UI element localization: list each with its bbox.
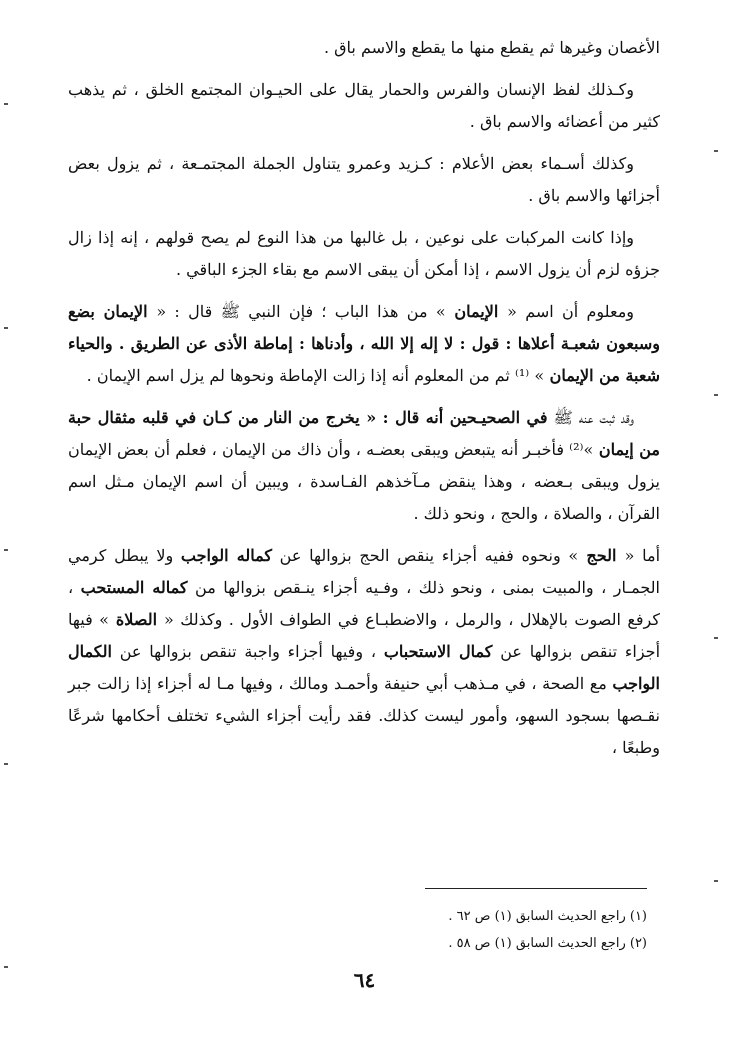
- paragraph-6-bold-1: في الصحيـحين أنه قال : «: [366, 408, 548, 427]
- footnote-1: (١) راجع الحديث السابق (١) ص ٦٢ .: [448, 909, 647, 924]
- scan-mark: [4, 549, 8, 551]
- scan-mark: [4, 763, 8, 765]
- paragraph-7-text-5: » فيها أجزاء تنقص بزوالها عن: [68, 610, 661, 661]
- paragraph-7: [68, 540, 660, 764]
- page-number: ٦٤: [353, 968, 376, 992]
- paragraph-6-text-3: فأخبـر أنه يتبعض ويبقى بعضـه ، وأن ذاك من الإيمان ، فعلم أن بعض الإيمان يزول ويبقى بـعضه ، وهذا ينقض مـآخذهم الفـاسدة ، ويبين أن اسم الإيمان مـثل اسم القرآن ، والصلاة ، والحج ، ونحو ذلك .: [68, 440, 660, 523]
- scan-mark: [714, 880, 718, 882]
- paragraph-7-text-7: مع الصحة ، في مـذهب أبي حنيفة وأحمـد ومالك ، وفيها مـا له أجزاء إذا زالت جبر نقـصها بسجود السهو، وأمور ليست كذلك. فقد رأيت أجزاء الشيء تختلف أحكامها شرعًا وطبعًا ،: [68, 674, 660, 757]
- footnote-2: (٢) راجع الحديث السابق (١) ص ٥٨ .: [448, 936, 647, 951]
- paragraph-5-bold-1: الإيمان: [445, 302, 508, 321]
- paragraph-7-bold-5: كمال الاستحباب: [383, 642, 493, 661]
- paragraph-4: وإذا كانت المركبات على نوعين ، بل غالبها من هذا النوع لم يصح قولهم ، إنه إذا زال جزؤه لزم أن يزول الاسم ، إذا أمكن أن يبقى الاسم مع بقاء الجزء الباقي .: [68, 228, 660, 279]
- paragraph-7-text-4: ، كرفع الصوت بالإهلال ، والرمل ، والاضطبـاع في الطواف الأول . وكذلك «: [68, 578, 661, 629]
- paragraph-7-bold-3: كماله المستحب: [80, 578, 188, 597]
- paragraph-5: [68, 296, 660, 392]
- hadith-quote-1: الإيمان بضع وسبعون شعبـة أعلاها : قول : لا إله إلا الله ، وأدناها : إماطة الأذى عن الطريق . والحياء شعبة من الإيمان: [68, 302, 660, 385]
- footnote-ref-1: ⁽¹⁾: [509, 366, 535, 385]
- footnote-divider: [425, 888, 647, 889]
- paragraph-5-text-4: ثم من المعلوم أنه إذا زالت الإماطة ونحوها لم يزل اسم الإيمان .: [86, 366, 510, 385]
- scan-mark: [4, 327, 8, 329]
- paragraph-7-text-1: أما «: [624, 546, 661, 565]
- paragraph-5-text-2: » من هذا الباب ؛ فإن النبي ﷺ قال : «: [156, 302, 446, 321]
- hadith-quote-2: يخرج من النار من كـان في قلبه مثقال حبة من إيمان: [68, 408, 660, 459]
- scan-mark: [714, 637, 718, 639]
- page-body: [68, 32, 660, 774]
- scan-mark: [4, 103, 8, 105]
- paragraph-7-text-6: ، وفيها أجزاء واجبة تنقص بزوالها عن: [111, 642, 384, 661]
- paragraph-7-text-2: » ونحوه ففيه أجزاء ينقص الحج بزوالها عن: [271, 546, 579, 565]
- scan-mark: [714, 150, 718, 152]
- paragraph-7-bold-6: الكمال الواجب: [68, 642, 660, 693]
- paragraph-7-bold-2: كماله الواجب: [180, 546, 272, 565]
- paragraph-2: وكـذلك لفظ الإنسان والفرس والحمار يقال على الحيـوان المجتمع الخلق ، ثم يذهب كثير من أعضائه والاسم باق .: [68, 80, 660, 131]
- scan-mark: [714, 394, 718, 396]
- paragraph-6-text-1: وقد ثبت عنه ﷺ: [547, 408, 634, 427]
- paragraph-5-text-3: »: [534, 366, 545, 385]
- paragraph-6: [68, 402, 660, 530]
- paragraph-1: الأغصان وغيرها ثم يقطع منها ما يقطع والاسم باق .: [323, 38, 660, 57]
- paragraph-7-bold-4: الصلاة: [108, 610, 164, 629]
- paragraph-7-text-3: ولا يبطل كرمي الجمـار ، والمبيت بمنى ، ونحو ذلك ، وفـيه أجزاء ينـقص بزوالها من: [68, 546, 660, 597]
- paragraph-5-text-1: ومعلوم أن اسم «: [507, 302, 634, 321]
- paragraph-3: وكذلك أسـماء بعض الأعلام : كـزيد وعمرو يتناول الجملة المجتمـعة ، ثم يزول بعض أجزائها والاسم باق .: [68, 154, 660, 205]
- paragraph-7-bold-1: الحج: [578, 546, 625, 565]
- scan-mark: [4, 966, 8, 968]
- footnote-ref-2: ⁽²⁾: [569, 440, 584, 459]
- footnotes: [300, 903, 647, 957]
- paragraph-6-text-2: »: [583, 440, 594, 459]
